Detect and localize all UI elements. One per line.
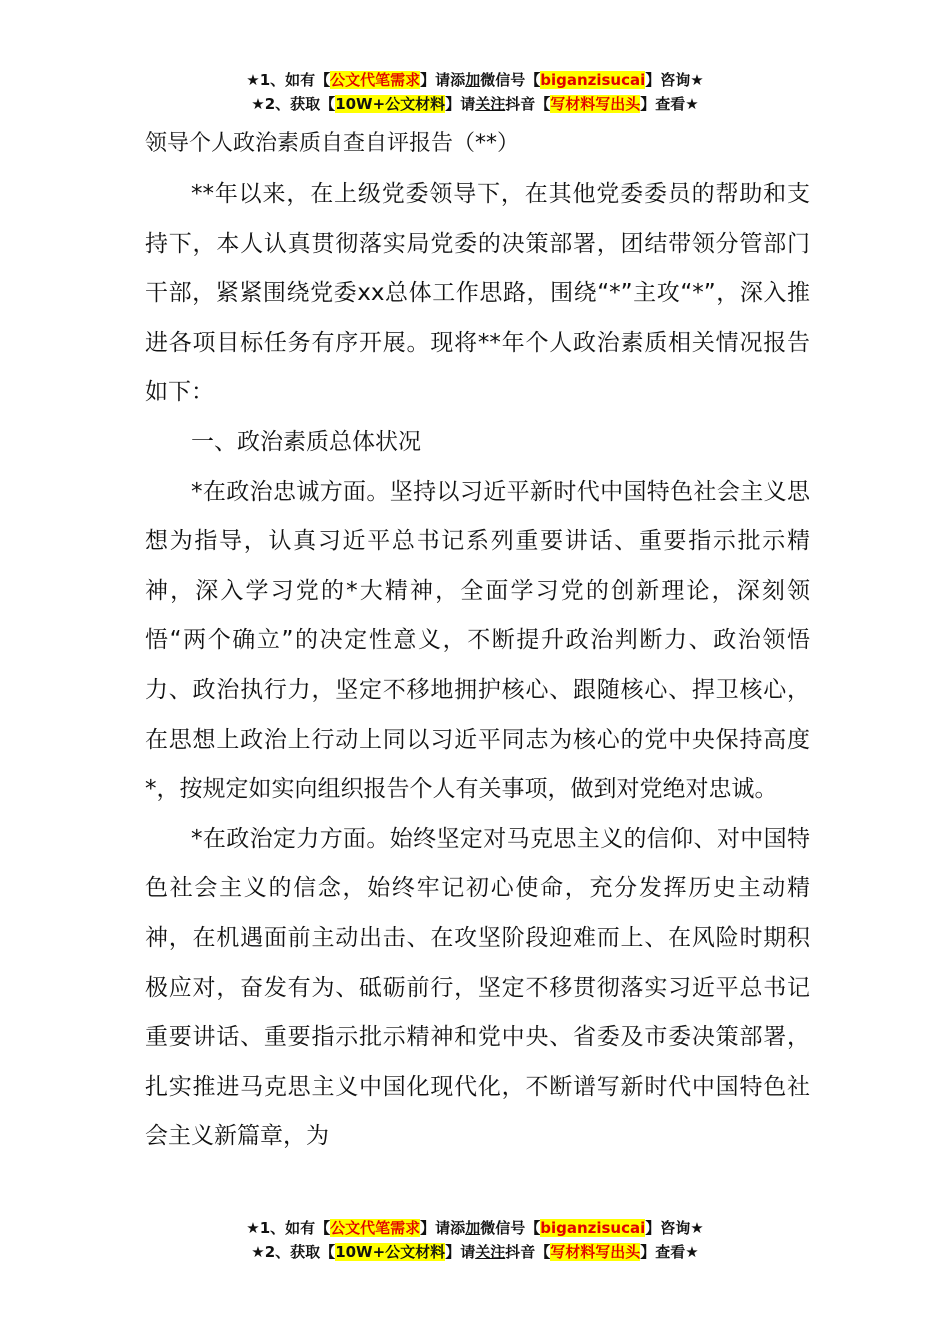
- ad-highlight: 公文代笔需求: [330, 71, 421, 89]
- ad-text: ★1、如有【: [246, 71, 331, 89]
- paragraph-intro: **年以来，在上级党委领导下，在其他党委委员的帮助和支持下，本人认真贯彻落实局党委的决策部署，团结带领分管部门干部，紧紧围绕党委xx总体工作思路，围绕“*”主攻“*”，深入推进各项目标任务有序开展。现将**年个人政治素质相关情况报告如下：: [145, 181, 810, 406]
- ad-text: 】请添: [420, 1219, 466, 1237]
- section-heading: 一、政治素质总体状况: [191, 428, 421, 455]
- ad-highlight: 10W+公文材料: [335, 95, 446, 113]
- ad-text: 抖音【: [505, 1243, 551, 1261]
- ad-highlight: 写材料写出头: [550, 1243, 641, 1261]
- paragraph-political-loyalty: *在政治忠诚方面。坚持以习近平新时代中国特色社会主义思想为指导，认真习近平总书记系列重要讲话、重要指示批示精神，深入学习党的*大精神，全面学习党的创新理论，深刻领悟“两个确立”的决定性意义，不断提升政治判断力、政治领悟力、政治执行力，坚定不移地拥护核心、跟随核心、捍卫核心，在思想上政治上行动上同以习近平同志为核心的党中央保持高度*，按规定如实向组织报告个人有关事项，做到对党绝对忠诚。: [145, 478, 810, 803]
- ad-text: 】请: [445, 95, 476, 113]
- ad-text: 】咨询★: [645, 71, 704, 89]
- ad-line-1: [0, 68, 950, 92]
- ad-text: 微信号【: [480, 71, 541, 89]
- ad-text: 】咨询★: [645, 1219, 704, 1237]
- ad-banner-bottom: [0, 1216, 950, 1264]
- ad-text: ★2、获取【: [251, 1243, 336, 1261]
- ad-text: 】请: [445, 1243, 476, 1261]
- ad-line-1: [0, 1216, 950, 1240]
- ad-highlight: biganzisucai: [540, 71, 646, 89]
- ad-underlined: 加: [465, 71, 481, 89]
- ad-highlight: 公文代笔需求: [330, 1219, 421, 1237]
- ad-text: 】查看★: [640, 95, 699, 113]
- ad-text: 抖音【: [505, 95, 551, 113]
- ad-underlined: 关注: [475, 1243, 506, 1261]
- ad-text: 】查看★: [640, 1243, 699, 1261]
- ad-underlined: 加: [465, 1219, 481, 1237]
- ad-highlight: biganzisucai: [540, 1219, 646, 1237]
- ad-highlight: 写材料写出头: [550, 95, 641, 113]
- ad-banner-top: [0, 68, 950, 116]
- document-title: 领导个人政治素质自查自评报告（**）: [145, 131, 520, 156]
- ad-highlight: 10W+公文材料: [335, 1243, 446, 1261]
- ad-text: ★1、如有【: [246, 1219, 331, 1237]
- ad-text: 】请添: [420, 71, 466, 89]
- ad-line-2: [0, 92, 950, 116]
- ad-underlined: 关注: [475, 95, 506, 113]
- ad-text: 微信号【: [480, 1219, 541, 1237]
- ad-text: ★2、获取【: [251, 95, 336, 113]
- ad-line-2: [0, 1240, 950, 1264]
- document-body: [145, 170, 810, 1162]
- paragraph-political-resolve: *在政治定力方面。始终坚定对马克思主义的信仰、对中国特色社会主义的信念，始终牢记初心使命，充分发挥历史主动精神，在机遇面前主动出击、在攻坚阶段迎难而上、在风险时期积极应对，奋发有为、砥砺前行，坚定不移贯彻落实习近平总书记重要讲话、重要指示批示精神和党中央、省委及市委决策部署，扎实推进马克思主义中国化现代化，不断谱写新时代中国特色社会主义新篇章，为: [145, 825, 810, 1150]
